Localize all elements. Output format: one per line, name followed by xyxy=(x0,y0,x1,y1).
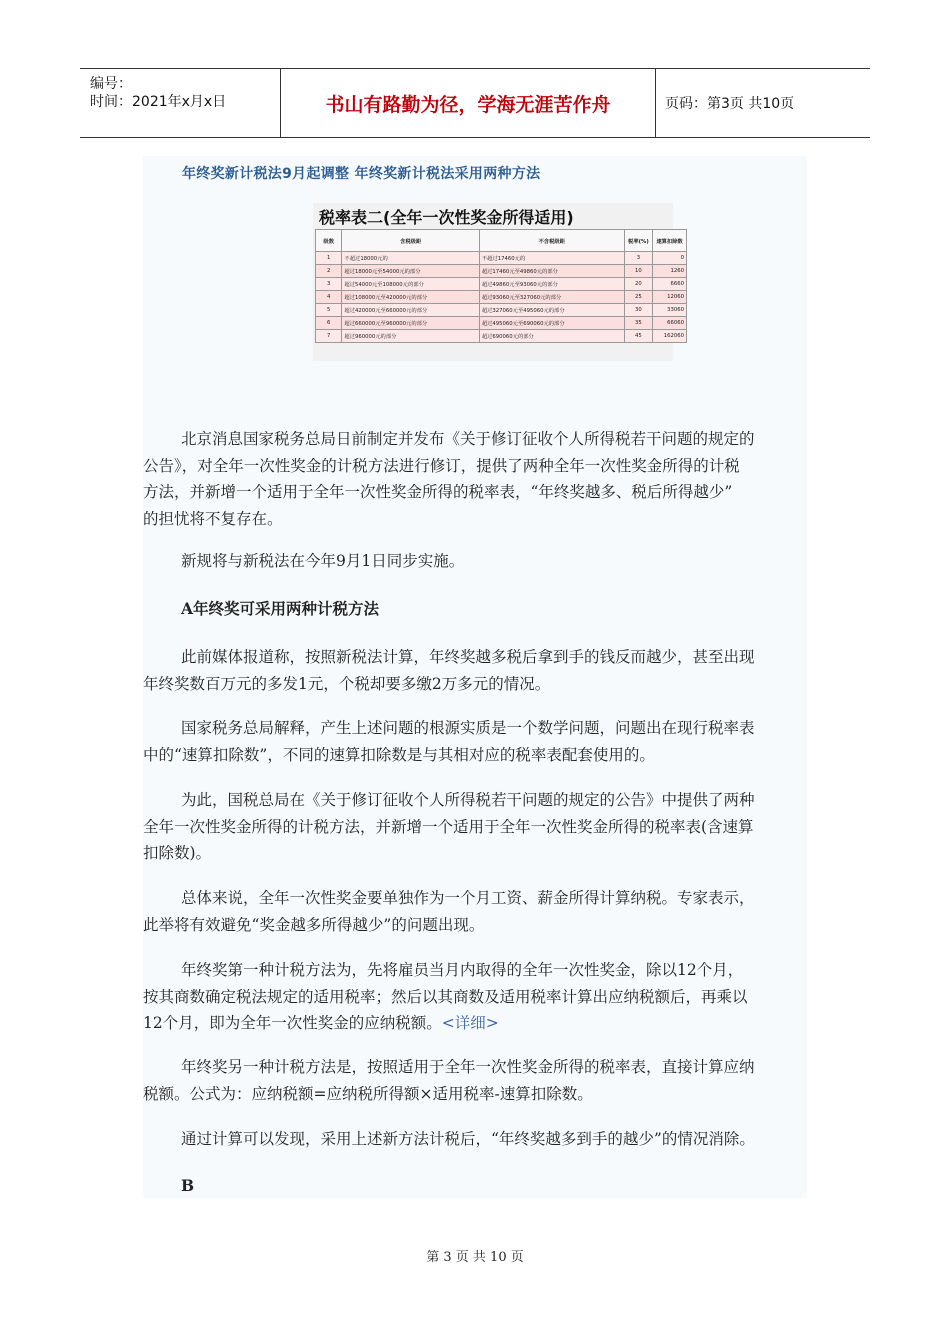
header-motto: 书山有路勤为径，学海无涯苦作舟 xyxy=(325,93,611,116)
paragraph xyxy=(143,1126,803,1153)
paragraph-line: 此前媒体报道称，按照新税法计算，年终奖越多税后拿到手的钱反而越少，甚至出现 xyxy=(181,648,755,666)
table-cell: 30 xyxy=(624,304,653,317)
table-cell: 超过54000元至108000元的部分 xyxy=(342,278,479,291)
table-cell: 162060 xyxy=(653,330,687,343)
paragraph-line: 全年一次性奖金所得的计税方法，并新增一个适用于全年一次性奖金所得的税率表(含速算 xyxy=(143,817,754,836)
page-footer: 第 3 页 共 10 页 xyxy=(426,1250,524,1265)
column-header: 税率(%) xyxy=(624,230,653,252)
table-cell: 20 xyxy=(624,278,653,291)
paragraph-line: 北京消息国家税务总局日前制定并发布《关于修订征收个人所得税若干问题的规定的 xyxy=(181,430,755,448)
tax-rate-table-image xyxy=(313,203,684,361)
column-header: 级数 xyxy=(316,230,342,252)
table-cell: 1 xyxy=(316,252,342,265)
table-row xyxy=(316,304,687,317)
table-cell: 不超过18000元的 xyxy=(342,252,479,265)
paragraph-line: 中的“速算扣除数”，不同的速算扣除数是与其相对应的税率表配套使用的。 xyxy=(143,745,655,764)
paragraph-line: 扣除数)。 xyxy=(143,844,212,862)
table-cell: 4 xyxy=(316,291,342,304)
table-cell: 超过690060元的部分 xyxy=(479,330,624,343)
paragraph-line: 为此，国税总局在《关于修订征收个人所得税若干问题的规定的公告》中提供了两种 xyxy=(181,791,755,809)
table-cell: 0 xyxy=(653,252,687,265)
paragraph-line: 年终奖另一种计税方法是，按照适用于全年一次性奖金所得的税率表，直接计算应纳 xyxy=(181,1058,755,1076)
paragraph-line xyxy=(143,1010,803,1037)
table-cell: 10 xyxy=(624,265,653,278)
article-title[interactable]: 年终奖新计税法9月起调整 年终奖新计税法采用两种方法 xyxy=(182,166,541,182)
table-cell: 超过327060元至495060元的部分 xyxy=(479,304,624,317)
paragraph-text: 12个月，即为全年一次性奖金的应纳税额。 xyxy=(143,1014,442,1032)
tax-table-heading: 税率表二(全年一次性奖金所得适用) xyxy=(319,208,574,227)
table-cell: 超过49860元至93060元的部分 xyxy=(479,278,624,291)
table-cell: 12060 xyxy=(653,291,687,304)
page-header xyxy=(80,68,870,138)
table-cell: 35 xyxy=(624,317,653,330)
table-cell: 超过18000元至54000元的部分 xyxy=(342,265,479,278)
table-row xyxy=(316,265,687,278)
table-cell: 超过960000元的部分 xyxy=(342,330,479,343)
paragraph-line: 总体来说，全年一次性奖金要单独作为一个月工资、薪金所得计算纳税。专家表示， xyxy=(181,889,755,907)
paragraph-line: 税额。公式为：应纳税额=应纳税所得额×适用税率-速算扣除数。 xyxy=(143,1084,593,1103)
paragraph xyxy=(143,548,803,575)
table-cell: 33060 xyxy=(653,304,687,317)
table-cell: 45 xyxy=(624,330,653,343)
paragraph-line: 的担忧将不复存在。 xyxy=(143,509,283,528)
table-cell: 6 xyxy=(316,317,342,330)
table-row xyxy=(316,278,687,291)
column-header: 含税级距 xyxy=(342,230,479,252)
table-cell: 超过17460元至49860元的部分 xyxy=(479,265,624,278)
table-cell: 25 xyxy=(624,291,653,304)
paragraph-line: 此举将有效避免“奖金越多所得越少”的问题出现。 xyxy=(143,915,485,934)
paragraph-line: 国家税务总局解释，产生上述问题的根源实质是一个数学问题，问题出在现行税率表 xyxy=(181,719,755,737)
table-cell: 超过108000元至420000元的部分 xyxy=(342,291,479,304)
paragraph xyxy=(143,885,803,938)
table-cell: 1260 xyxy=(653,265,687,278)
details-link[interactable]: <详细> xyxy=(441,1014,499,1032)
header-divider xyxy=(655,69,656,137)
table-row xyxy=(316,330,687,343)
paragraph-line: 按其商数确定税法规定的适用税率；然后以其商数及适用税率计算出应纳税额后，再乘以 xyxy=(143,987,748,1006)
table-cell: 超过495060元至690060元的部分 xyxy=(479,317,624,330)
paragraph-line: 年终奖数百万元的多发1元，个税却要多缴2万多元的情况。 xyxy=(143,674,551,693)
table-cell: 超过93060元至327060元的部分 xyxy=(479,291,624,304)
section-heading: A年终奖可采用两种计税方法 xyxy=(181,599,380,618)
paragraph-line: 通过计算可以发现，采用上述新方法计税后，“年终奖越多到手的越少”的情况消除。 xyxy=(181,1130,755,1148)
section-heading: B xyxy=(181,1176,195,1195)
paragraph xyxy=(143,644,803,697)
table-row xyxy=(316,317,687,330)
table-cell: 6660 xyxy=(653,278,687,291)
table-row xyxy=(316,252,687,265)
tax-rate-table xyxy=(315,229,687,343)
header-meta xyxy=(80,69,280,137)
table-cell: 66060 xyxy=(653,317,687,330)
tax-table-header-row xyxy=(316,230,687,252)
paragraph xyxy=(143,957,803,1037)
paragraph-line: 方法，并新增一个适用于全年一次性奖金所得的税率表，“年终奖越多、税后所得越少” xyxy=(143,483,733,501)
column-header: 不含税级距 xyxy=(479,230,624,252)
table-cell: 3 xyxy=(624,252,653,265)
paragraph-line: 公告》，对全年一次性奖金的计税方法进行修订，提供了两种全年一次性奖金所得的计税 xyxy=(143,456,740,475)
doc-number-label: 编号： xyxy=(90,76,132,92)
table-cell: 超过660000元至960000元的部分 xyxy=(342,317,479,330)
doc-date-label: 时间：2021年x月x日 xyxy=(90,94,227,110)
paragraph xyxy=(143,426,803,532)
paragraph xyxy=(143,715,803,768)
table-row xyxy=(316,291,687,304)
table-cell: 7 xyxy=(316,330,342,343)
paragraph-line: 年终奖第一种计税方法为，先将雇员当月内取得的全年一次性奖金，除以12个月， xyxy=(181,961,744,979)
table-cell: 3 xyxy=(316,278,342,291)
header-page-label: 页码：第3页 共10页 xyxy=(665,96,795,112)
table-cell: 不超过17460元的 xyxy=(479,252,624,265)
table-cell: 2 xyxy=(316,265,342,278)
paragraph xyxy=(143,1054,803,1107)
table-cell: 超过420000元至660000元的部分 xyxy=(342,304,479,317)
paragraph xyxy=(143,787,803,867)
table-cell: 5 xyxy=(316,304,342,317)
column-header: 速算扣除数 xyxy=(653,230,687,252)
paragraph-line: 新规将与新税法在今年9月1日同步实施。 xyxy=(181,552,465,570)
